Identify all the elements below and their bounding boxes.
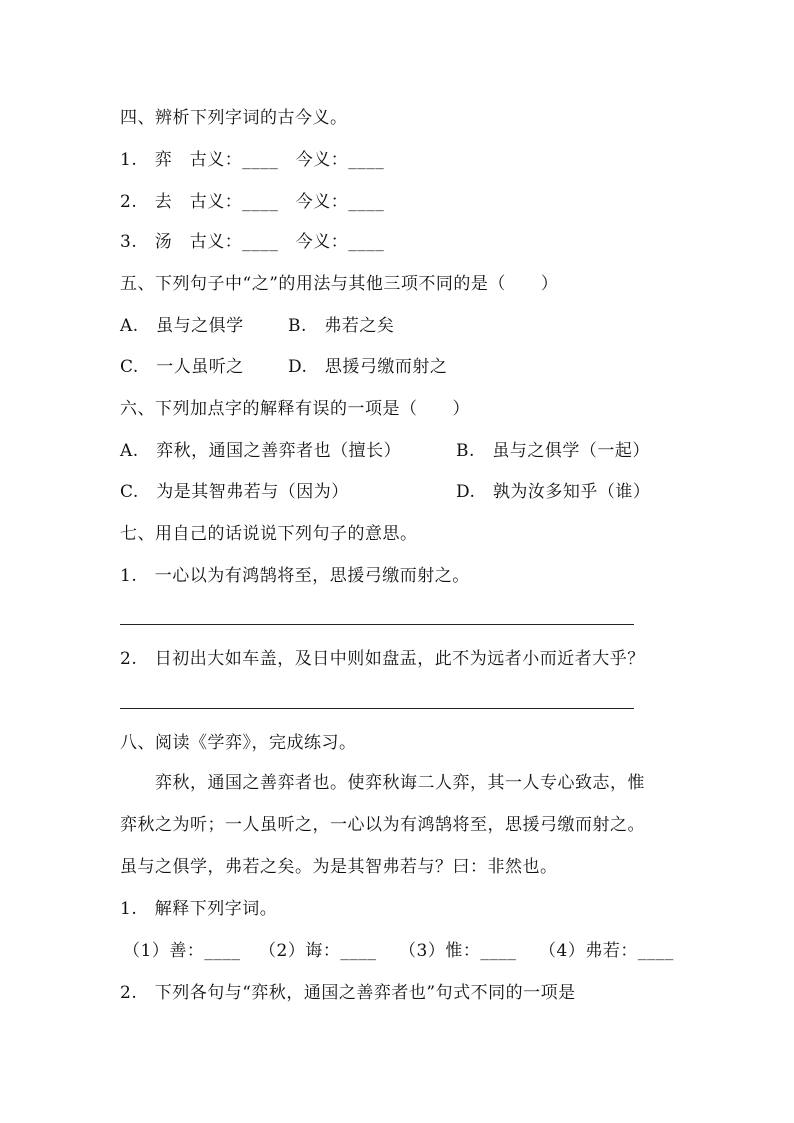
- section-6-options-row-1: [120, 439, 650, 463]
- option-d: D. 孰为汝多知乎（谁）: [456, 482, 651, 502]
- section-5-options-row-2: [120, 355, 447, 379]
- option-a: A. 虽与之俱学: [120, 316, 244, 336]
- section-5-options-row-1: [120, 314, 394, 338]
- option-b: B. 弗若之矣: [288, 316, 395, 336]
- option-c: C. 一人虽听之: [120, 357, 244, 377]
- section-6-heading: 六、下列加点字的解释有误的一项是（ ）: [120, 399, 470, 419]
- section-6-options-row-2: [120, 480, 650, 504]
- option-a: A. 弈秋，通国之善弈者也（擅长）: [120, 441, 402, 461]
- question-1: 1. 解释下列字词。: [120, 899, 278, 919]
- question-2: 2. 下列各句与“弈秋，通国之善弈者也”句式不同的一项是: [120, 983, 576, 1003]
- section-7-item-1: 1. 一心以为有鸿鹄将至，思援弓缴而射之。: [120, 566, 470, 586]
- term-item: （3）惟：____: [399, 941, 517, 961]
- section-4-heading: 四、辨析下列字词的古今义。: [120, 108, 348, 128]
- passage-line-2: 弈秋之为听；一人虽听之，一心以为有鸿鹄将至，思援弓缴而射之。: [120, 815, 645, 835]
- option-d: D. 思援弓缴而射之: [288, 357, 448, 377]
- section-4-item-3: 3. 汤 古义：____ 今义：____: [120, 232, 385, 252]
- term-item: （1）善：____: [123, 941, 241, 961]
- question-1-items: [123, 939, 674, 963]
- section-4-item-1: 1. 弈 古义：____ 今义：____: [120, 150, 385, 170]
- section-8-heading: 八、阅读《学弈》，完成练习。: [120, 733, 357, 753]
- term-item: （2）诲：____: [259, 941, 377, 961]
- section-5-heading: 五、下列句子中“之”的用法与其他三项不同的是（ ）: [120, 274, 559, 294]
- answer-line: [120, 708, 634, 709]
- passage-line-1: 弈秋，通国之善弈者也。使弈秋诲二人弈，其一人专心致志，惟: [155, 773, 645, 793]
- section-4-item-2: 2. 去 古义：____ 今义：____: [120, 192, 385, 212]
- answer-line: [120, 624, 634, 625]
- section-7-item-2: 2. 日初出大如车盖，及日中则如盘盂，此不为远者小而近者大乎？: [120, 649, 645, 669]
- passage-line-3: 虽与之俱学，弗若之矣。为是其智弗若与？曰：非然也。: [120, 857, 558, 877]
- section-7-heading: 七、用自己的话说说下列句子的意思。: [120, 524, 418, 544]
- option-b: B. 虽与之俱学（一起）: [456, 441, 650, 461]
- option-c: C. 为是其智弗若与（因为）: [120, 482, 349, 502]
- term-item: （4）弗若：____: [539, 941, 674, 961]
